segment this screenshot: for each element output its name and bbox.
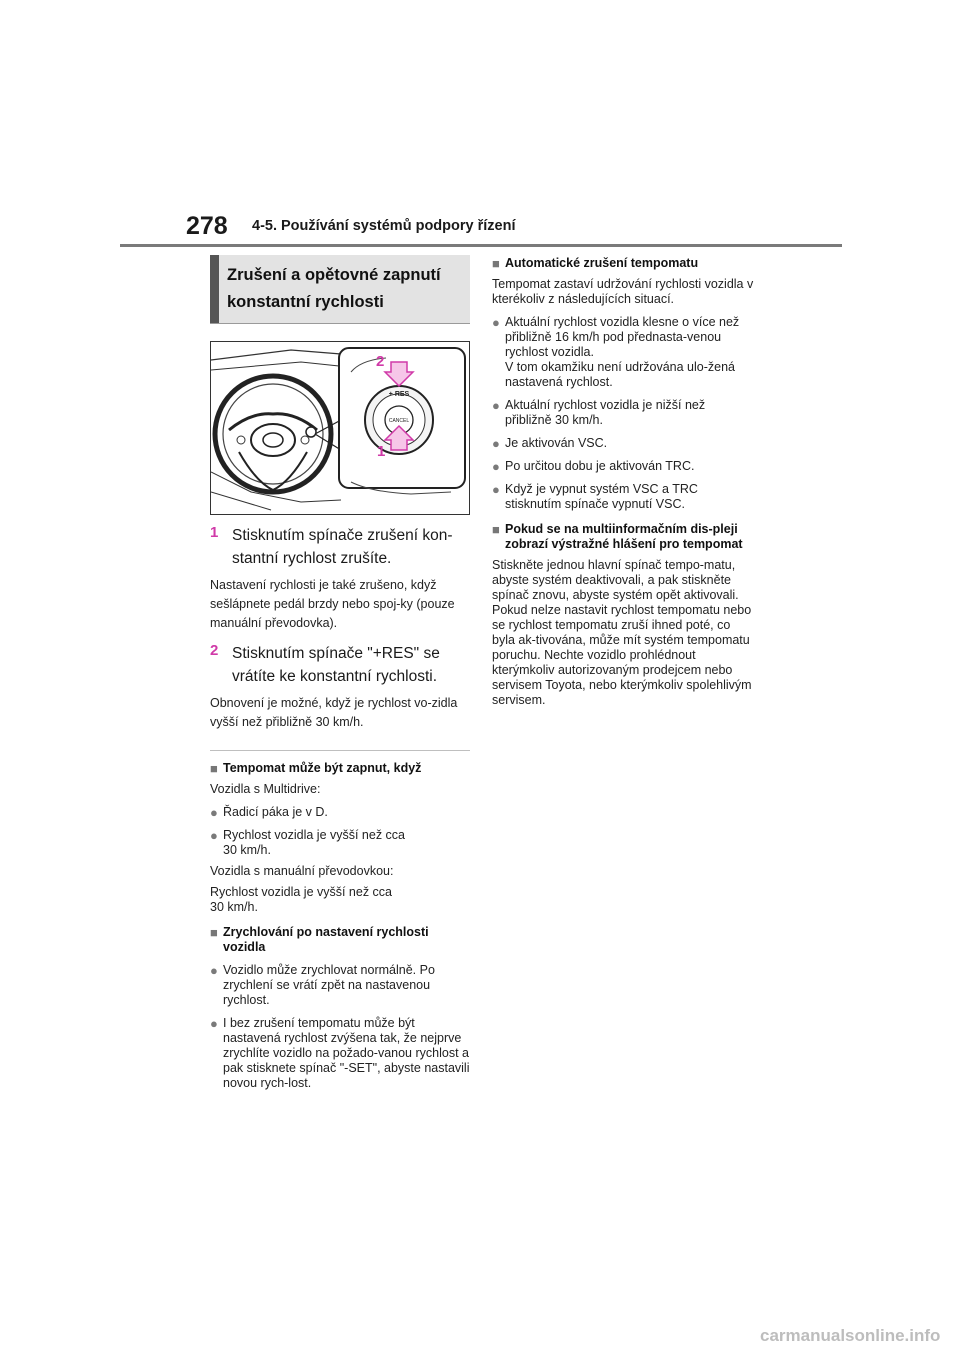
steering-wheel-illustration <box>210 341 470 515</box>
list-item-text: Řadicí páka je v D. <box>223 805 328 819</box>
cancel-label: CANCEL <box>388 418 410 424</box>
step-1 <box>210 524 470 570</box>
square-bullet-icon: ■ <box>210 761 218 776</box>
bullet-icon: ● <box>492 436 500 451</box>
paragraph: Stiskněte jednou hlavní spínač tempo-matu, abyste systém deaktivovali, a pak stiskněte spínač znovu, abyste systém opět aktivovali. Pokud nelze nastavit rychlost tempomatu nebo se rychlost tempomatu zruší ihned poté, co byla ak-tivována, může mít systém tempomatu poruchu. Nechte vozidlo prohlédnout kterýmkoliv autorizovaným prodejcem nebo servisem Toyota, nebo kterýmkoliv spolehlivým servisem. <box>492 558 752 707</box>
subsection-heading <box>210 761 470 776</box>
step-2 <box>210 642 470 688</box>
step-1-number: 1 <box>210 524 219 541</box>
paragraph: Tempomat zastaví udržování rychlosti vozidla v kterékoliv z následujících situací. <box>492 277 754 306</box>
paragraph: Vozidla s manuální převodovkou: <box>210 864 394 878</box>
steering-wheel-drawing <box>211 342 469 514</box>
step-2-number: 2 <box>210 642 219 659</box>
bullet-icon: ● <box>492 315 500 330</box>
page-number: 278 <box>186 212 228 240</box>
bullet-icon: ● <box>492 482 500 497</box>
paragraph: Rychlost vozidla je vyšší než cca 30 km/h. <box>210 885 393 914</box>
section-title: 4-5. Používání systémů podpory řízení <box>252 218 516 234</box>
list-item-text: Vozidlo může zrychlovat normálně. Po zrychlení se vrátí zpět na nastavenou rychlost. <box>223 963 435 1007</box>
subsection-heading <box>492 256 754 271</box>
bullet-icon: ● <box>210 805 218 820</box>
subsection-title: Zrychlování po nastavení rychlosti vozidla <box>223 925 429 954</box>
bullet-icon: ● <box>492 459 500 474</box>
right-column <box>492 256 754 708</box>
header-rule <box>120 244 842 247</box>
list-item-text: Aktuální rychlost vozidla klesne o více než přibližně 16 km/h pod přednasta-venou rychlost vozidla. V tom okamžiku není udržována ulo-žená nastavená rychlost. <box>505 315 740 389</box>
figure-label-2: 2 <box>376 353 385 370</box>
left-column <box>210 255 470 1091</box>
subsection-title: Tempomat může být zapnut, když <box>223 761 422 775</box>
bullet-icon: ● <box>210 1016 218 1031</box>
section-heading <box>210 255 470 323</box>
step-1-note: Nastavení rychlosti je také zrušeno, když sešlápnete pedál brzdy nebo spoj-ky (pouze manuální převodovka). <box>210 578 455 630</box>
list-item-text: Je aktivován VSC. <box>505 436 608 450</box>
paragraph: Vozidla s Multidrive: <box>210 782 321 796</box>
list-item <box>492 315 754 390</box>
subsection-title: Pokud se na multiinformačním dis-pleji zobrazí výstražné hlášení pro tempomat <box>505 522 743 551</box>
bullet-icon: ● <box>210 828 218 843</box>
heading-line-1: Zrušení a opětovné zapnutí <box>227 266 441 284</box>
list-item-text: Po určitou dobu je aktivován TRC. <box>505 459 695 473</box>
list-item-text: Když je vypnut systém VSC a TRC stisknutím spínače vypnutí VSC. <box>505 482 698 511</box>
section-divider <box>210 750 470 751</box>
list-item <box>492 436 754 451</box>
list-item <box>492 482 754 512</box>
step-2-text: Stisknutím spínače "+RES" se vrátíte ke konstantní rychlosti. <box>232 645 440 685</box>
bullet-icon: ● <box>492 398 500 413</box>
list-item <box>210 805 470 820</box>
step-1-text: Stisknutím spínače zrušení kon- stantní rychlost zrušíte. <box>232 527 453 567</box>
heading-underline <box>210 323 470 324</box>
step-2-note: Obnovení je možné, když je rychlost vo-zidla vyšší než přibližně 30 km/h. <box>210 696 458 729</box>
bullet-icon: ● <box>210 963 218 978</box>
subsection-heading <box>210 925 470 955</box>
list-item <box>210 1016 470 1091</box>
list-item <box>210 963 470 1008</box>
list-item-text: I bez zrušení tempomatu může být nastavená rychlost zvýšena tak, že nejprve zrychlíte vozidlo na požado-vanou rychlost a pak stisknete spínač "-SET", abyste nastavili novou rych-lost. <box>223 1016 470 1090</box>
list-item-text: Rychlost vozidla je vyšší než cca 30 km/h. <box>223 828 406 857</box>
figure-label-1: 1 <box>377 443 386 460</box>
subsection-title: Automatické zrušení tempomatu <box>505 256 699 270</box>
list-item <box>492 459 754 474</box>
list-item-text: Aktuální rychlost vozidla je nižší než přibližně 30 km/h. <box>505 398 706 427</box>
heading-line-2: konstantní rychlosti <box>227 293 384 311</box>
square-bullet-icon: ■ <box>492 256 500 271</box>
subsection-heading <box>492 522 754 552</box>
square-bullet-icon: ■ <box>492 522 500 537</box>
square-bullet-icon: ■ <box>210 925 218 940</box>
res-label: + RES <box>388 391 410 398</box>
watermark: carmanualsonline.info <box>760 1326 941 1345</box>
list-item <box>210 828 470 858</box>
list-item <box>492 398 754 428</box>
